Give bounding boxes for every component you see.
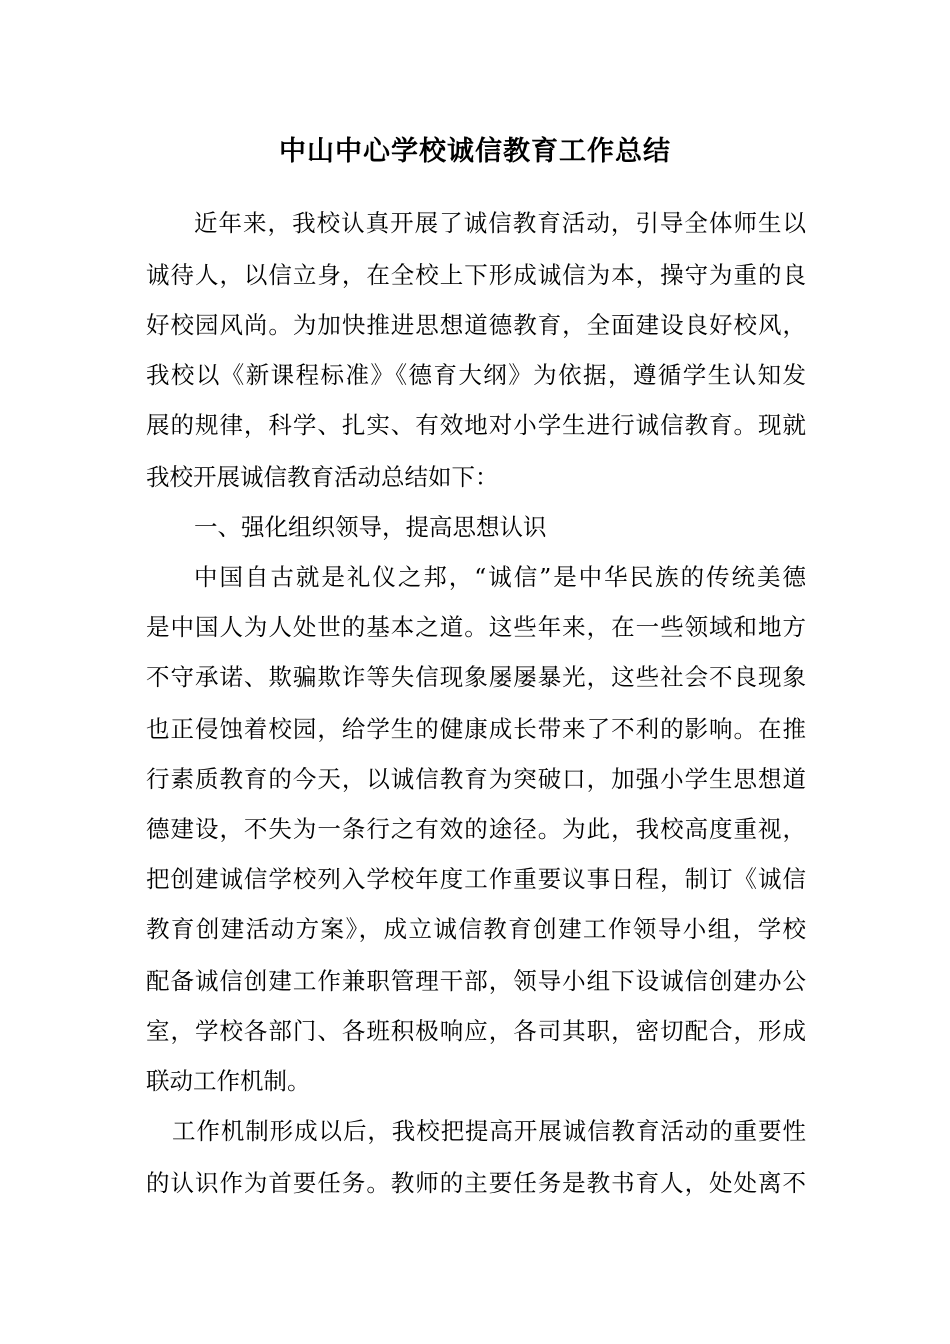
text-line: 工作机制形成以后，我校把提高开展诚信教育活动的重要性: [172, 1117, 806, 1145]
text-line: 是中国人为人处世的基本之道。这些年来，在一些领域和地方: [146, 613, 806, 641]
section-heading: 一、强化组织领导，提高思想认识: [194, 513, 547, 541]
text-line: 配备诚信创建工作兼职管理干部，领导小组下设诚信创建办公: [146, 967, 806, 995]
text-line: 中国自古就是礼仪之邦，“诚信”是中华民族的传统美德: [194, 563, 806, 591]
text-line: 把创建诚信学校列入学校年度工作重要议事日程，制订《诚信: [146, 865, 806, 893]
text-line: 室，学校各部门、各班积极响应，各司其职，密切配合，形成: [146, 1017, 806, 1045]
text-line: 的认识作为首要任务。教师的主要任务是教书育人，处处离不: [146, 1169, 806, 1197]
text-line: 联动工作机制。: [146, 1067, 311, 1095]
text-line: 我校以《新课程标准》《德育大纲》为依据，遵循学生认知发: [146, 361, 806, 389]
text-line: 我校开展诚信教育活动总结如下：: [146, 463, 499, 491]
text-line: 诚待人，以信立身，在全校上下形成诚信为本，操守为重的良: [146, 261, 806, 289]
text-line: 近年来，我校认真开展了诚信教育活动，引导全体师生以: [194, 209, 806, 237]
text-line: 行素质教育的今天，以诚信教育为突破口，加强小学生思想道: [146, 765, 806, 793]
text-line: 也正侵蚀着校园，给学生的健康成长带来了不利的影响。在推: [146, 715, 806, 743]
text-line: 教育创建活动方案》，成立诚信教育创建工作领导小组，学校: [146, 915, 806, 943]
text-line: 好校园风尚。为加快推进思想道德教育，全面建设良好校风，: [146, 311, 806, 339]
document-title: 中山中心学校诚信教育工作总结: [279, 136, 671, 167]
text-line: 不守承诺、欺骗欺诈等失信现象屡屡暴光，这些社会不良现象: [146, 663, 806, 691]
text-line: 展的规律，科学、扎实、有效地对小学生进行诚信教育。现就: [146, 411, 806, 439]
text-line: 德建设，不失为一条行之有效的途径。为此，我校高度重视，: [146, 815, 806, 843]
